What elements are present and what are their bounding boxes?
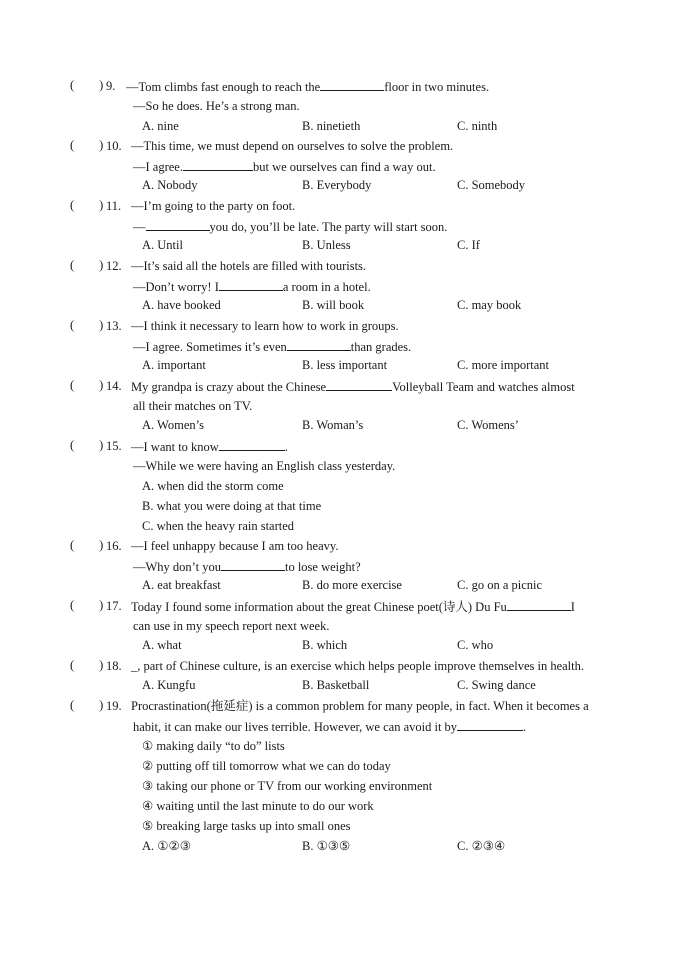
option-a[interactable]: A. important [142, 358, 206, 372]
option-c[interactable]: C. If [457, 238, 480, 252]
answer-bracket[interactable]: ( ) [70, 138, 104, 152]
option-b[interactable]: B. Everybody [302, 178, 372, 192]
question-number: 14. [106, 379, 122, 393]
option-a[interactable]: A. have booked [142, 298, 221, 312]
question-text: than grades. [350, 340, 412, 354]
answer-blank[interactable] [219, 438, 285, 451]
option-a[interactable]: A. eat breakfast [142, 578, 221, 592]
question-number: 11. [106, 199, 122, 213]
question-line [133, 218, 447, 235]
answer-blank[interactable] [287, 338, 351, 351]
question-number: 16. [106, 539, 122, 553]
question-line [133, 398, 252, 414]
question-text: —Why don’t you [133, 560, 221, 574]
question-number: 19. [106, 699, 122, 713]
option-c[interactable]: C. ②③④ [457, 839, 506, 853]
answer-bracket[interactable]: ( ) [70, 198, 104, 212]
question-number: 13. [106, 319, 122, 333]
question-text: —So he does. He’s a strong man. [133, 99, 300, 113]
option-c[interactable]: C. Womens’ [457, 418, 519, 432]
answer-blank[interactable] [146, 218, 210, 231]
option-b[interactable]: B. do more exercise [302, 578, 402, 592]
question-line [131, 698, 589, 714]
question-line [133, 618, 329, 634]
option-a[interactable]: A. what [142, 638, 182, 652]
question-text: habit, it can make our lives terrible. However, we can avoid it by [133, 720, 458, 734]
option-c[interactable]: C. ninth [457, 119, 498, 133]
question-text: _, part of Chinese culture, is an exercise which helps people improve themselves in health. [131, 659, 584, 673]
answer-bracket[interactable]: ( ) [70, 318, 104, 332]
answer-blank[interactable] [457, 718, 523, 731]
answer-bracket[interactable]: ( ) [70, 658, 104, 672]
question-line [133, 98, 300, 114]
answer-bracket[interactable]: ( ) [70, 378, 104, 392]
option-c[interactable]: C. Swing dance [457, 678, 536, 692]
question-text: My grandpa is crazy about the Chinese [131, 380, 327, 394]
question-line [131, 198, 295, 214]
question-line [131, 258, 366, 274]
option-a[interactable]: A. Kungfu [142, 678, 196, 692]
option-b[interactable]: B. what you were doing at that time [142, 499, 322, 513]
answer-blank[interactable] [326, 378, 392, 391]
question-text: —This time, we must depend on ourselves to solve the problem. [131, 139, 454, 153]
question-line [133, 338, 411, 355]
answer-blank[interactable] [183, 158, 253, 171]
question-text: I [570, 600, 575, 614]
question-number: 18. [106, 659, 122, 673]
method-item: ② putting off till tomorrow what we can do today [142, 759, 391, 773]
option-b[interactable]: B. will book [302, 298, 365, 312]
option-c[interactable]: C. Somebody [457, 178, 526, 192]
question-line [133, 458, 395, 474]
question-text: — [133, 220, 146, 234]
option-a[interactable]: A. Nobody [142, 178, 198, 192]
question-text: —I agree. Sometimes it’s even [133, 340, 287, 354]
question-number: 9. [106, 79, 116, 93]
answer-bracket[interactable]: ( ) [70, 538, 104, 552]
question-line [133, 558, 361, 575]
option-b[interactable]: B. which [302, 638, 348, 652]
option-b[interactable]: B. less important [302, 358, 388, 372]
question-text: all their matches on TV. [133, 399, 253, 413]
answer-bracket[interactable]: ( ) [70, 698, 104, 712]
answer-bracket[interactable]: ( ) [70, 78, 104, 92]
question-text: but we ourselves can find a way out. [252, 160, 436, 174]
answer-bracket[interactable]: ( ) [70, 258, 104, 272]
question-line [133, 158, 436, 175]
question-text: —While we were having an English class yesterday. [133, 459, 396, 473]
question-number: 12. [106, 259, 122, 273]
answer-blank[interactable] [507, 598, 571, 611]
answer-blank[interactable] [221, 558, 285, 571]
question-text: —I think it necessary to learn how to work in groups. [131, 319, 399, 333]
question-text: —I agree. [133, 160, 183, 174]
answer-blank[interactable] [320, 78, 384, 91]
answer-bracket[interactable]: ( ) [70, 438, 104, 452]
question-text: —I want to know [131, 440, 219, 454]
question-line [131, 538, 338, 554]
question-line [131, 598, 575, 615]
question-line [133, 278, 371, 295]
question-text: floor in two minutes. [384, 80, 490, 94]
option-b[interactable]: B. Unless [302, 238, 351, 252]
method-item: ① making daily “to do” lists [142, 739, 285, 753]
option-a[interactable]: A. nine [142, 119, 179, 133]
question-line [131, 438, 288, 455]
question-line [126, 78, 489, 95]
question-line [131, 658, 584, 674]
option-b[interactable]: B. Woman’s [302, 418, 364, 432]
option-c[interactable]: C. may book [457, 298, 522, 312]
method-item: ③ taking our phone or TV from our working environment [142, 779, 433, 793]
answer-bracket[interactable]: ( ) [70, 598, 104, 612]
question-line [131, 138, 453, 154]
question-number: 15. [106, 439, 122, 453]
option-b[interactable]: B. ①③⑤ [302, 839, 351, 853]
question-text: can use in my speech report next week. [133, 619, 330, 633]
question-number: 10. [106, 139, 122, 153]
question-text: Volleyball Team and watches almost [392, 380, 575, 394]
option-b[interactable]: B. Basketball [302, 678, 370, 692]
question-text: Procrastination(拖延症) is a common problem for many people, in fact. When it becomes a [131, 699, 589, 713]
option-a[interactable]: A. when did the storm come [142, 479, 284, 493]
question-line [131, 378, 575, 395]
question-text: to lose weight? [284, 560, 361, 574]
option-c[interactable]: C. who [457, 638, 494, 652]
question-text: —I feel unhappy because I am too heavy. [131, 539, 339, 553]
question-text: . [523, 720, 527, 734]
question-text: Today I found some information about the great Chinese poet(诗人) Du Fu [131, 600, 507, 614]
question-line [133, 718, 526, 735]
method-item: ④ waiting until the last minute to do our work [142, 799, 374, 813]
question-text: —Don’t worry! I [133, 280, 219, 294]
option-a[interactable]: A. Until [142, 238, 183, 252]
option-a[interactable]: A. ①②③ [142, 839, 191, 853]
question-text: a room in a hotel. [282, 280, 371, 294]
method-item: ⑤ breaking large tasks up into small ones [142, 819, 351, 833]
option-a[interactable]: A. Women’s [142, 418, 204, 432]
question-text: —I’m going to the party on foot. [131, 199, 296, 213]
option-c[interactable]: C. go on a picnic [457, 578, 543, 592]
question-text: —It’s said all the hotels are filled with tourists. [131, 259, 367, 273]
option-b[interactable]: B. ninetieth [302, 119, 361, 133]
question-text: . [284, 440, 288, 454]
question-number: 17. [106, 599, 122, 613]
answer-blank[interactable] [219, 278, 283, 291]
question-line [131, 318, 399, 334]
question-text: —Tom climbs fast enough to reach the [126, 80, 321, 94]
question-text: you do, you’ll be late. The party will start soon. [209, 220, 448, 234]
option-c[interactable]: C. when the heavy rain started [142, 519, 295, 533]
option-c[interactable]: C. more important [457, 358, 549, 372]
